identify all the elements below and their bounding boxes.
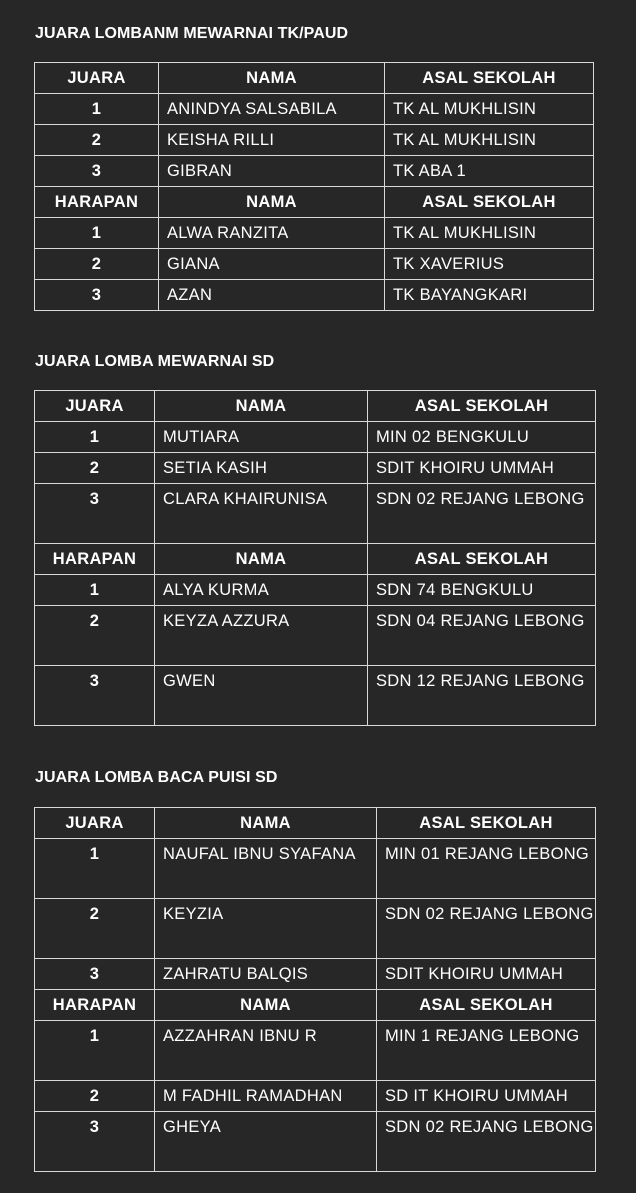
- table-header-row: [35, 391, 596, 422]
- table-row: [35, 125, 594, 156]
- table-subheader-row: [35, 544, 596, 575]
- column-header-juara: JUARA: [35, 808, 155, 839]
- table-row: [35, 606, 596, 666]
- rank-cell: 3: [35, 484, 155, 544]
- rank-cell: 3: [35, 156, 159, 187]
- school-cell: SDN 12 REJANG LEBONG: [368, 666, 596, 726]
- table-row: [35, 156, 594, 187]
- column-header-nama: NAMA: [155, 544, 368, 575]
- rank-cell: 1: [35, 218, 159, 249]
- table-row: [35, 94, 594, 125]
- name-cell: ALWA RANZITA: [159, 218, 385, 249]
- name-cell: GIANA: [159, 249, 385, 280]
- rank-cell: 2: [35, 453, 155, 484]
- name-cell: CLARA KHAIRUNISA: [155, 484, 368, 544]
- name-cell: SETIA KASIH: [155, 453, 368, 484]
- name-cell: GIBRAN: [159, 156, 385, 187]
- results-table-mewarnai-tk: [34, 62, 594, 311]
- column-header-asal-sekolah: ASAL SEKOLAH: [368, 391, 596, 422]
- table-row: [35, 666, 596, 726]
- rank-cell: 1: [35, 94, 159, 125]
- school-cell: SDN 74 BENGKULU: [368, 575, 596, 606]
- school-cell: MIN 1 REJANG LEBONG: [377, 1021, 596, 1081]
- table-row: [35, 218, 594, 249]
- name-cell: AZAN: [159, 280, 385, 311]
- table-row: [35, 839, 596, 899]
- table-row: [35, 1021, 596, 1081]
- column-header-harapan: HARAPAN: [35, 990, 155, 1021]
- rank-cell: 2: [35, 249, 159, 280]
- name-cell: KEYZA AZZURA: [155, 606, 368, 666]
- school-cell: TK AL MUKHLISIN: [385, 94, 594, 125]
- school-cell: TK XAVERIUS: [385, 249, 594, 280]
- school-cell: MIN 01 REJANG LEBONG: [377, 839, 596, 899]
- column-header-nama: NAMA: [159, 187, 385, 218]
- column-header-asal-sekolah: ASAL SEKOLAH: [385, 187, 594, 218]
- name-cell: M FADHIL RAMADHAN: [155, 1081, 377, 1112]
- name-cell: KEYZIA: [155, 899, 377, 959]
- rank-cell: 2: [35, 125, 159, 156]
- table-row: [35, 575, 596, 606]
- name-cell: ALYA KURMA: [155, 575, 368, 606]
- column-header-nama: NAMA: [155, 990, 377, 1021]
- name-cell: KEISHA RILLI: [159, 125, 385, 156]
- results-table-mewarnai-sd: [34, 390, 596, 726]
- school-cell: SDIT KHOIRU UMMAH: [368, 453, 596, 484]
- school-cell: TK ABA 1: [385, 156, 594, 187]
- rank-cell: 1: [35, 1021, 155, 1081]
- section-title-mewarnai-tk: JUARA LOMBANM MEWARNAI TK/PAUD: [35, 25, 349, 42]
- section-title-mewarnai-sd: JUARA LOMBA MEWARNAI SD: [35, 353, 275, 370]
- rank-cell: 2: [35, 1081, 155, 1112]
- table-row: [35, 1081, 596, 1112]
- results-table-baca-puisi-sd: [34, 807, 596, 1172]
- table-row: [35, 422, 596, 453]
- table-row: [35, 280, 594, 311]
- rank-cell: 2: [35, 899, 155, 959]
- name-cell: NAUFAL IBNU SYAFANA: [155, 839, 377, 899]
- table-row: [35, 453, 596, 484]
- rank-cell: 3: [35, 959, 155, 990]
- school-cell: SDN 02 REJANG LEBONG: [377, 899, 596, 959]
- rank-cell: 1: [35, 839, 155, 899]
- section-title-baca-puisi-sd: JUARA LOMBA BACA PUISI SD: [35, 769, 278, 786]
- column-header-harapan: HARAPAN: [35, 544, 155, 575]
- rank-cell: 3: [35, 280, 159, 311]
- column-header-juara: JUARA: [35, 63, 159, 94]
- school-cell: TK AL MUKHLISIN: [385, 218, 594, 249]
- name-cell: GHEYA: [155, 1112, 377, 1172]
- table-header-row: [35, 808, 596, 839]
- school-cell: MIN 02 BENGKULU: [368, 422, 596, 453]
- column-header-harapan: HARAPAN: [35, 187, 159, 218]
- column-header-asal-sekolah: ASAL SEKOLAH: [368, 544, 596, 575]
- name-cell: ZAHRATU BALQIS: [155, 959, 377, 990]
- table-row: [35, 249, 594, 280]
- school-cell: SDN 04 REJANG LEBONG: [368, 606, 596, 666]
- rank-cell: 3: [35, 1112, 155, 1172]
- school-cell: TK BAYANGKARI: [385, 280, 594, 311]
- school-cell: SDN 02 REJANG LEBONG: [377, 1112, 596, 1172]
- table-row: [35, 899, 596, 959]
- rank-cell: 1: [35, 575, 155, 606]
- name-cell: ANINDYA SALSABILA: [159, 94, 385, 125]
- column-header-nama: NAMA: [155, 808, 377, 839]
- rank-cell: 2: [35, 606, 155, 666]
- name-cell: MUTIARA: [155, 422, 368, 453]
- column-header-nama: NAMA: [155, 391, 368, 422]
- table-subheader-row: [35, 990, 596, 1021]
- school-cell: SD IT KHOIRU UMMAH: [377, 1081, 596, 1112]
- school-cell: SDN 02 REJANG LEBONG: [368, 484, 596, 544]
- table-header-row: [35, 63, 594, 94]
- column-header-nama: NAMA: [159, 63, 385, 94]
- column-header-asal-sekolah: ASAL SEKOLAH: [377, 808, 596, 839]
- table-row: [35, 1112, 596, 1172]
- rank-cell: 3: [35, 666, 155, 726]
- rank-cell: 1: [35, 422, 155, 453]
- table-row: [35, 484, 596, 544]
- column-header-asal-sekolah: ASAL SEKOLAH: [377, 990, 596, 1021]
- school-cell: SDIT KHOIRU UMMAH: [377, 959, 596, 990]
- school-cell: TK AL MUKHLISIN: [385, 125, 594, 156]
- table-subheader-row: [35, 187, 594, 218]
- column-header-juara: JUARA: [35, 391, 155, 422]
- name-cell: AZZAHRAN IBNU R: [155, 1021, 377, 1081]
- column-header-asal-sekolah: ASAL SEKOLAH: [385, 63, 594, 94]
- name-cell: GWEN: [155, 666, 368, 726]
- table-row: [35, 959, 596, 990]
